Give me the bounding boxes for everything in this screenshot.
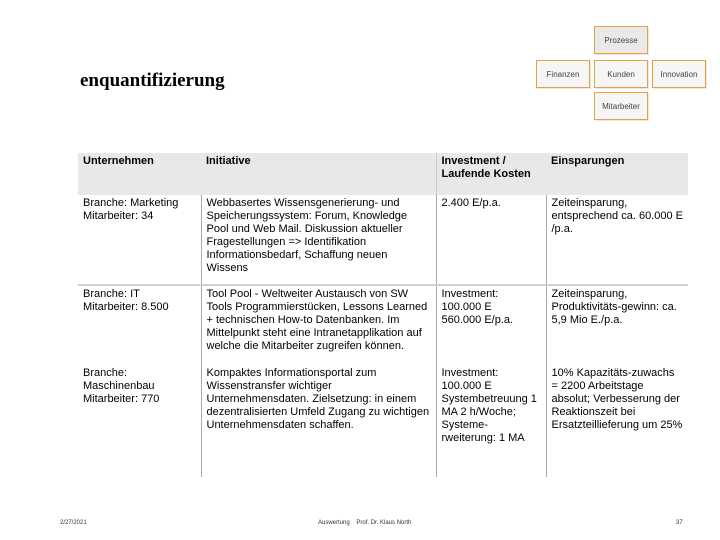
initiative-cell: Webbasertes Wissensgenerierung- und Speicherungssystem: Forum, Knowledge Pool und Web Mail. Diskussion aktueller Fragestellungen => Identifikation Informationsbedarf, Schaffung neuen Wissens: [201, 195, 436, 285]
header-unternehmen: Unternehmen: [78, 153, 201, 195]
table-row: [78, 365, 688, 477]
header-einsparungen: Einsparungen: [546, 153, 688, 195]
nav-prozesse-button[interactable]: Prozesse: [594, 26, 648, 54]
company-cell: Branche: Maschinenbau Mitarbeiter: 770: [83, 367, 160, 405]
footer-center: Auswertung Prof. Dr. Klaus North: [318, 520, 412, 526]
initiative-cell: Tool Pool - Weltweiter Austausch von SW Tools Programmierstücken, Lessons Learned + technischen How-to Datenbanken. Im Mittelpunkt steht eine Intranetapplikation auf welche die Mitarbeiter zugreifen können.: [201, 285, 436, 365]
nav-finanzen-button[interactable]: Finanzen: [536, 60, 590, 88]
investment-cell: 2.400 E/p.a.: [436, 195, 546, 285]
savings-table: [78, 153, 688, 477]
initiative-cell: Kompaktes Informationsportal zum Wissenstransfer wichtiger Unternehmensdaten. Zielsetzung: in einem dezentralisierten Umfeld Zugang zu wichtigen Unternehmensdaten schaffen.: [201, 365, 436, 477]
company-cell: Branche: Marketing Mitarbeiter: 34: [83, 197, 179, 222]
nav-innovation-button[interactable]: Innovation: [652, 60, 706, 88]
savings-cell: 10% Kapazitäts-zuwachs = 2200 Arbeitstage absolut; Verbesserung der Reaktionszeit bei Ersatzteillieferung um 25%: [546, 365, 688, 477]
footer-date: 2/27/2021: [60, 520, 87, 526]
investment-cell: Investment: 100.000 E Systembetreuung 1 MA 2 h/Woche; Systeme-rweiterung: 1 MA: [436, 365, 546, 477]
table-row: [78, 195, 688, 285]
savings-cell: Zeiteinsparung, Produktivitäts-gewinn: ca. 5,9 Mio E./p.a.: [546, 285, 688, 365]
company-cell: Branche: IT Mitarbeiter: 8.500: [83, 288, 169, 313]
footer-page-number: 37: [676, 520, 683, 526]
header-initiative: Initiative: [201, 153, 436, 195]
nav-mitarbeiter-button[interactable]: Mitarbeiter: [594, 92, 648, 120]
header-investment: Investment / Laufende Kosten: [436, 153, 546, 195]
investment-cell: Investment: 100.000 E 560.000 E/p.a.: [436, 285, 546, 365]
slide-title: enquantifizierung: [80, 70, 225, 91]
table-row: [78, 285, 688, 365]
table-header-row: [78, 153, 688, 195]
nav-kunden-button[interactable]: Kunden: [594, 60, 648, 88]
savings-cell: Zeiteinsparung, entsprechend ca. 60.000 E /p.a.: [546, 195, 688, 285]
